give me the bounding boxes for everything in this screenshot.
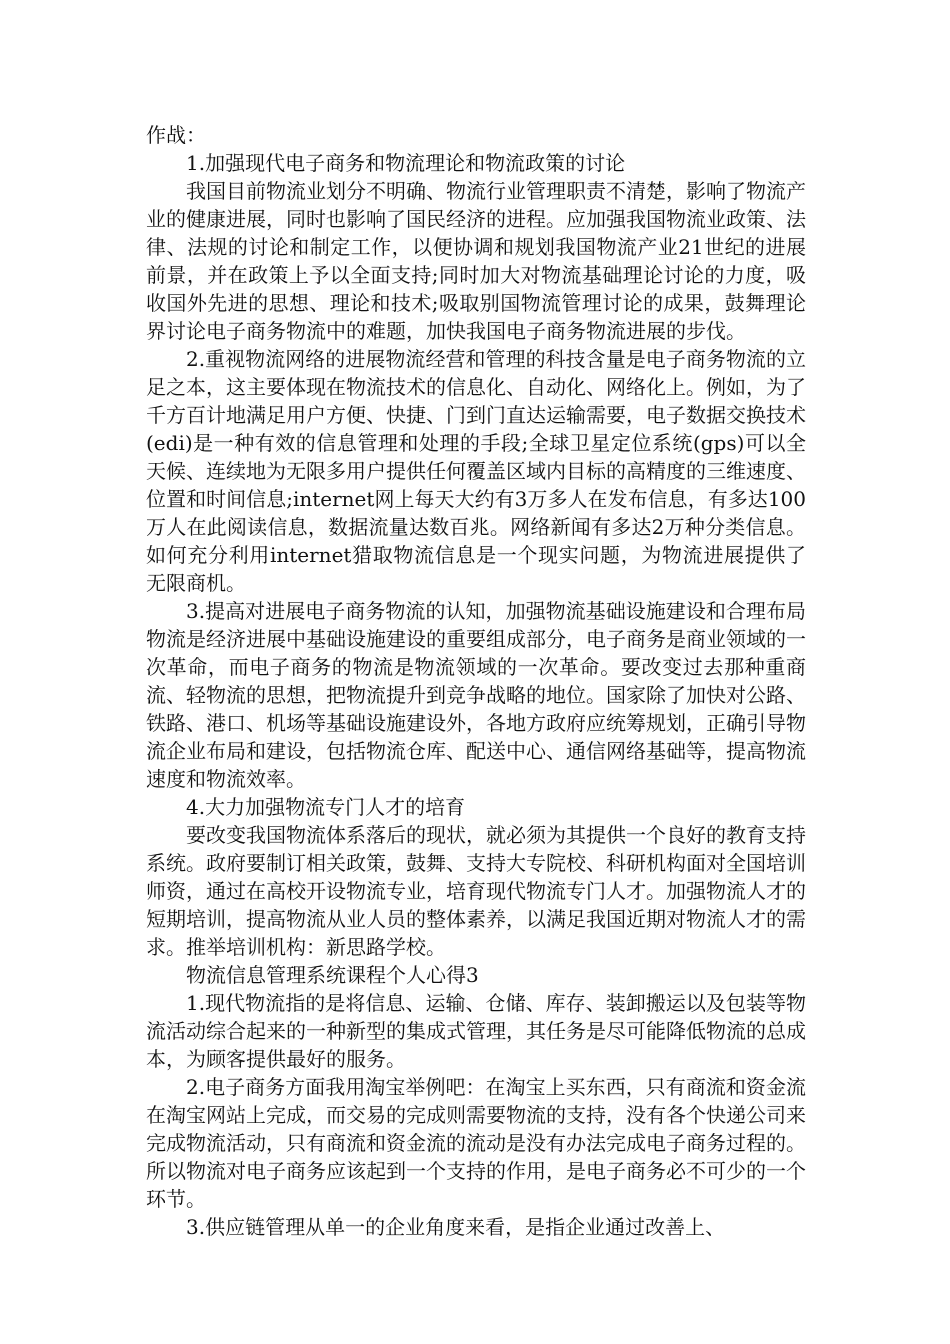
section-heading-4: 4.大力加强物流专门人才的培育	[186, 795, 466, 819]
paragraph-body: 我国目前物流业划分不明确、物流行业管理职责不清楚，影响了物流产业的健康进展，同时也影响了国民经济的进程。应加强我国物流业政策、法律、法规的讨论和制定工作，以便协调和规划我国物流产业21世纪的进展前景，并在政策上予以全面支持;同时加大对物流基础理论讨论的力度，吸收国外先进的思想、理论和技术;吸取别国物流管理讨论的成果，鼓舞理论界讨论电子商务物流中的难题，加快我国电子商务物流进展的步伐。	[146, 179, 806, 343]
section-heading-1: 1.加强现代电子商务和物流理论和物流政策的讨论	[186, 151, 626, 175]
paragraph-body: 3.供应链管理从单一的企业角度来看，是指企业通过改善上、	[186, 1215, 726, 1239]
paragraph-body: 3.提高对进展电子商务物流的认知，加强物流基础设施建设和合理布局物流是经济进展中基础设施建设的重要组成部分，电子商务是商业领域的一次革命，而电子商务的物流是物流领域的一次革命。要改变过去那种重商流、轻物流的思想，把物流提升到竞争战略的地位。国家除了加快对公路、铁路、港口、机场等基础设施建设外，各地方政府应统筹规划，正确引导物流企业布局和建设，包括物流仓库、配送中心、通信网络基础等，提高物流速度和物流效率。	[146, 599, 806, 791]
document-page	[146, 121, 806, 1241]
paragraph-body: 要改变我国物流体系落后的现状，就必须为其提供一个良好的教育支持系统。政府要制订相关政策，鼓舞、支持大专院校、科研机构面对全国培训师资，通过在高校开设物流专业，培育现代物流专门人才。加强物流人才的短期培训，提高物流从业人员的整体素养，以满足我国近期对物流人才的需求。推举培训机构：新思路学校。	[146, 823, 806, 959]
paragraph-intro: 作战：	[146, 123, 206, 147]
article-subtitle: 物流信息管理系统课程个人心得3	[186, 963, 479, 987]
paragraph-body: 1.现代物流指的是将信息、运输、仓储、库存、装卸搬运以及包装等物流活动综合起来的一种新型的集成式管理，其任务是尽可能降低物流的总成本，为顾客提供最好的服务。	[146, 991, 806, 1071]
paragraph-body: 2.重视物流网络的进展物流经营和管理的科技含量是电子商务物流的立足之本，这主要体现在物流技术的信息化、自动化、网络化上。例如，为了千方百计地满足用户方便、快捷、门到门直达运输需要，电子数据交换技术(edi)是一种有效的信息管理和处理的手段;全球卫星定位系统(gps)可以全天候、连续地为无限多用户提供任何覆盖区域内目标的高精度的三维速度、位置和时间信息;internet网上每天大约有3万多人在发布信息，有多达100万人在此阅读信息，数据流量达数百兆。网络新闻有多达2万种分类信息。如何充分利用internet猎取物流信息是一个现实问题，为物流进展提供了无限商机。	[146, 347, 806, 595]
paragraph-body: 2.电子商务方面我用淘宝举例吧：在淘宝上买东西，只有商流和资金流在淘宝网站上完成，而交易的完成则需要物流的支持，没有各个快递公司来完成物流活动，只有商流和资金流的流动是没有办法完成电子商务过程的。所以物流对电子商务应该起到一个支持的作用，是电子商务必不可少的一个环节。	[146, 1075, 806, 1211]
